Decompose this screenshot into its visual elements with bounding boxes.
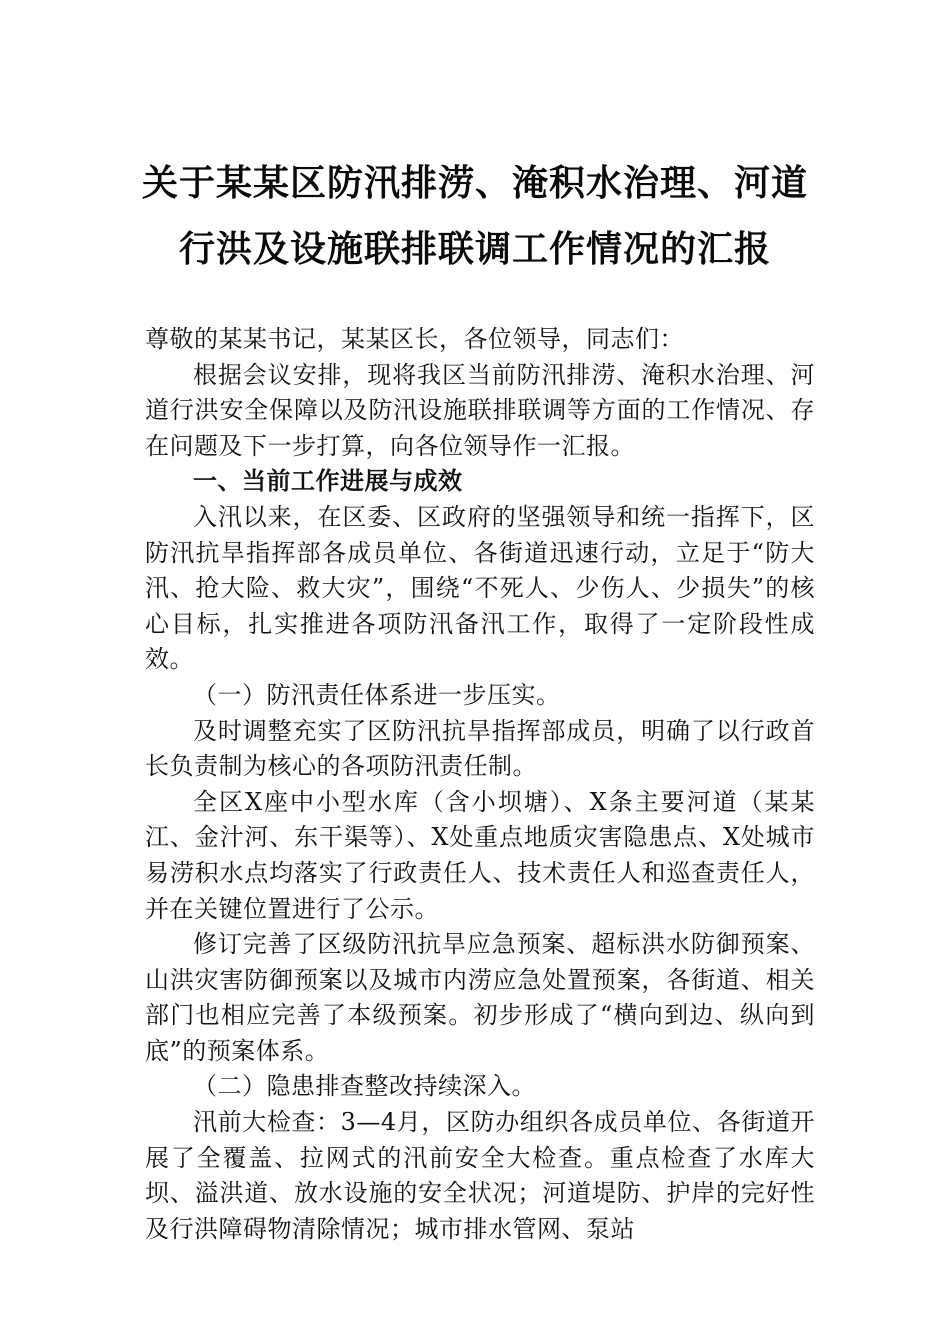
intro-paragraph: 根据会议安排，现将我区当前防汛排涝、淹积水治理、河道行洪安全保障以及防汛设施联排联调等方面的工作情况、存在问题及下一步打算，向各位领导作一汇报。 [145, 360, 815, 460]
subsection1-heading: （一）防汛责任体系进一步压实。 [193, 680, 561, 709]
subsection2-paragraph-1: 汛前大检查：3—4月，区防办组织各成员单位、各街道开展了全覆盖、拉网式的汛前安全大检查。重点检查了水库大坝、溢洪道、放水设施的安全状况；河道堤防、护岸的完好性及行洪障碍物清除情况；城市排水管网、泵站 [145, 1108, 815, 1243]
salutation: 尊敬的某某书记，某某区长，各位领导，同志们： [145, 325, 684, 353]
document-body [145, 322, 815, 1247]
document-title-line1: 关于某某区防汛排涝、淹积水治理、河道 [141, 163, 808, 204]
subsection1-paragraph-1: 及时调整充实了区防汛抗旱指挥部成员，明确了以行政首长负责制为核心的各项防汛责任制。 [145, 716, 815, 781]
section1-paragraph: 入汛以来，在区委、区政府的坚强领导和统一指挥下，区防汛抗旱指挥部各成员单位、各街道迅速行动，立足于“防大汛、抢大险、救大灾”，围绕“不死人、少伤人、少损失”的核心目标，扎实推进各项防汛备汛工作，取得了一定阶段性成效。 [145, 502, 815, 674]
subsection1-paragraph-3: 修订完善了区级防汛抗旱应急预案、超标洪水防御预案、山洪灾害防御预案以及城市内涝应急处置预案，各街道、相关部门也相应完善了本级预案。初步形成了“横向到边、纵向到底”的预案体系。 [145, 930, 815, 1065]
document-title-line2: 行洪及设施联排联调工作情况的汇报 [178, 229, 771, 270]
subsection1-paragraph-2: 全区X座中小型水库（含小坝塘）、X条主要河道（某某江、金汁河、东干渠等）、X处重点地质灾害隐患点、X处城市易涝积水点均落实了行政责任人、技术责任人和巡查责任人，并在关键位置进行了公示。 [145, 787, 815, 923]
section1-heading: 一、当前工作进展与成效 [193, 467, 463, 496]
subsection2-heading: （二）隐患排查整改持续深入。 [193, 1072, 536, 1101]
